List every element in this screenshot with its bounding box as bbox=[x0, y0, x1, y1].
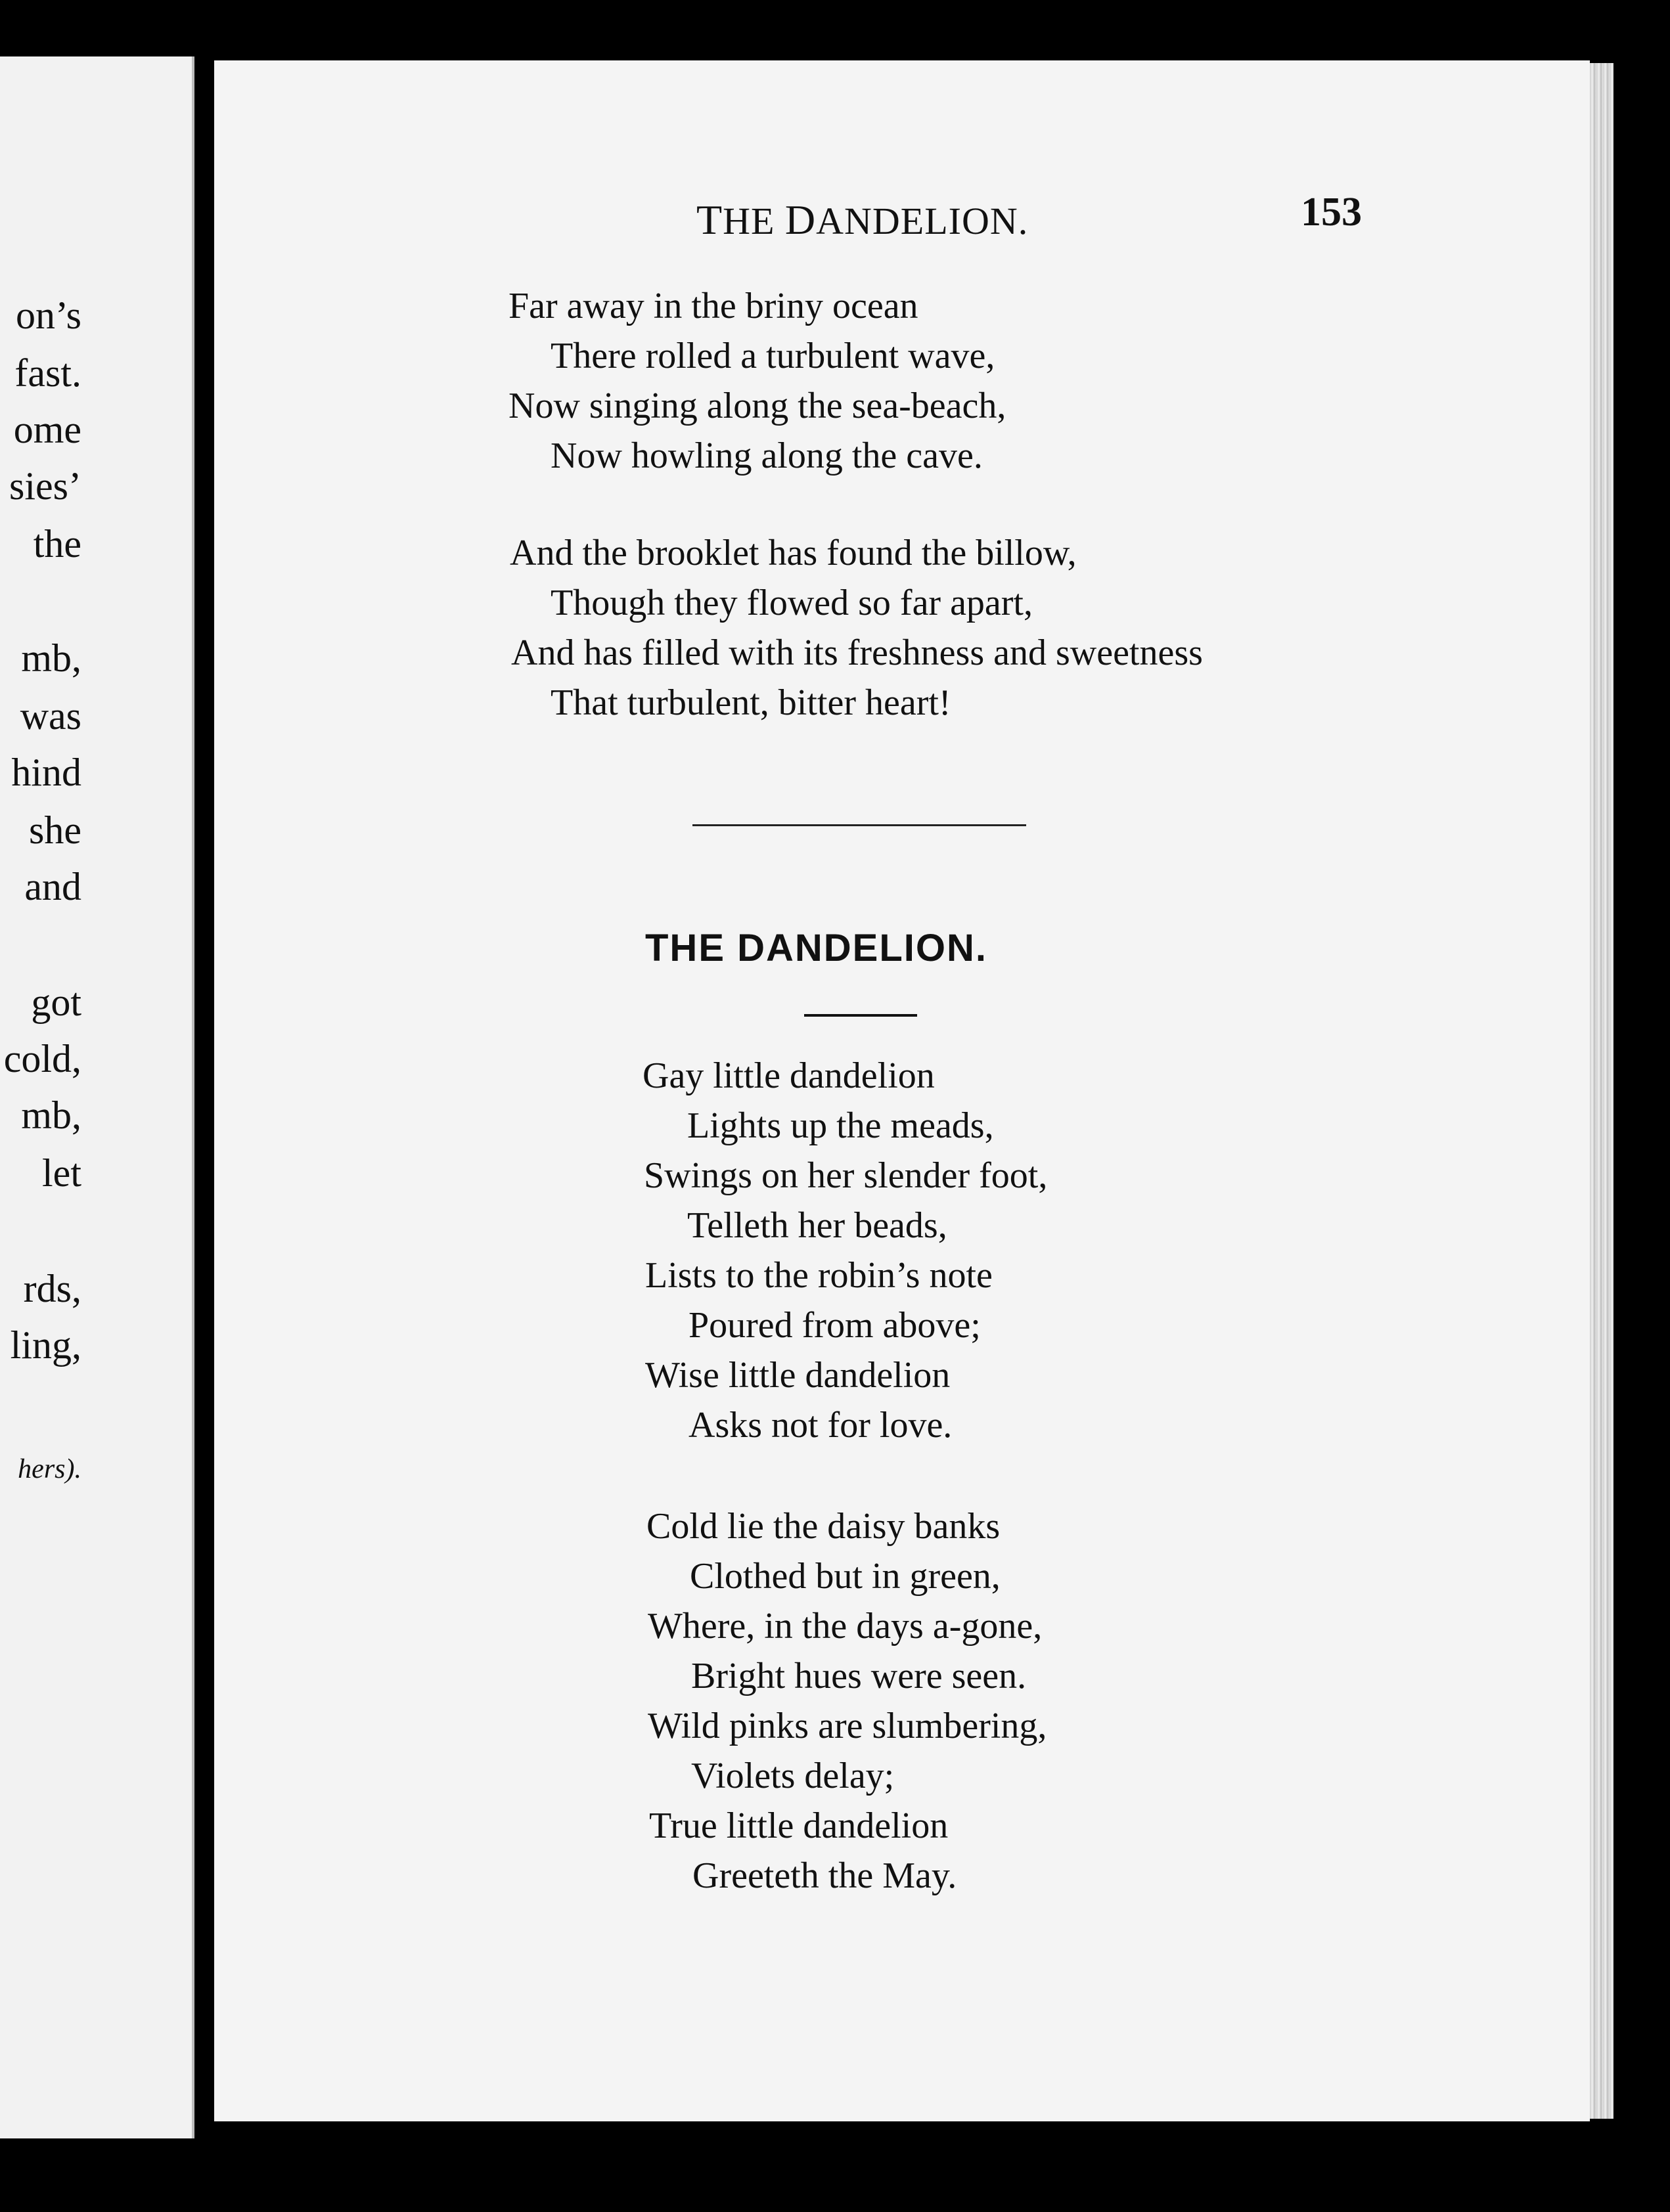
previous-poem-line: Though they flowed so far apart, bbox=[551, 583, 1033, 623]
right-page bbox=[214, 60, 1590, 2121]
poem-line: Clothed but in green, bbox=[690, 1556, 1001, 1597]
left-page bbox=[0, 56, 194, 2138]
title-rule bbox=[804, 1014, 917, 1017]
running-head-cap: T bbox=[696, 196, 723, 243]
poem-line: Greeteth the May. bbox=[692, 1855, 957, 1896]
running-head-text: ANDELION. bbox=[816, 200, 1029, 242]
left-page-fragment: the bbox=[33, 522, 81, 565]
left-page-fragment: rds, bbox=[23, 1267, 81, 1310]
left-page-fragment: hers). bbox=[18, 1454, 81, 1484]
left-page-fragment: cold, bbox=[3, 1037, 81, 1080]
poem-line: Asks not for love. bbox=[688, 1405, 953, 1446]
left-page-fragment: she bbox=[29, 808, 81, 852]
left-page-fragment: ome bbox=[13, 408, 81, 451]
previous-poem-line: That turbulent, bitter heart! bbox=[551, 682, 951, 723]
previous-poem-line: Now howling along the cave. bbox=[551, 435, 983, 476]
left-page-fragment: mb, bbox=[21, 636, 81, 680]
running-head-cap: D bbox=[784, 196, 817, 243]
poem-line: Lights up the meads, bbox=[687, 1105, 994, 1146]
poem-line: Cold lie the daisy banks bbox=[646, 1506, 1001, 1547]
poem-line: Wild pinks are slumbering, bbox=[648, 1706, 1047, 1746]
left-page-fragment: and bbox=[24, 865, 81, 908]
section-divider bbox=[692, 824, 1026, 826]
left-page-fragment: sies’ bbox=[9, 464, 81, 508]
poem-line: Poured from above; bbox=[688, 1305, 981, 1346]
previous-poem-line: And has filled with its freshness and sweetness bbox=[511, 632, 1203, 673]
left-page-fragment: ling, bbox=[10, 1323, 81, 1367]
poem-line: Lists to the robin’s note bbox=[645, 1255, 993, 1296]
poem-line: Swings on her slender foot, bbox=[644, 1155, 1048, 1196]
poem-line: Bright hues were seen. bbox=[691, 1656, 1027, 1696]
poem-line: True little dandelion bbox=[649, 1805, 949, 1846]
left-page-fragment: on’s bbox=[15, 294, 81, 337]
previous-poem-line: There rolled a turbulent wave, bbox=[551, 336, 995, 376]
left-page-fragment: fast. bbox=[14, 351, 81, 395]
poem-title: THE DANDELION. bbox=[645, 927, 987, 969]
poem-line: Wise little dandelion bbox=[645, 1355, 951, 1396]
running-head bbox=[696, 196, 1028, 244]
previous-poem-line: Far away in the briny ocean bbox=[508, 286, 918, 326]
left-page-fragment: got bbox=[31, 981, 81, 1024]
page-number: 153 bbox=[1301, 190, 1362, 234]
left-page-fragment: hind bbox=[11, 751, 81, 794]
poem-line: Where, in the days a-gone, bbox=[648, 1606, 1043, 1647]
poem-line: Gay little dandelion bbox=[643, 1055, 935, 1096]
poem-line: Violets delay; bbox=[691, 1756, 895, 1796]
left-page-fragment: let bbox=[42, 1151, 81, 1195]
running-head-text: HE bbox=[723, 200, 775, 242]
left-page-fragment: was bbox=[20, 694, 81, 738]
poem-line: Telleth her beads, bbox=[687, 1205, 947, 1246]
previous-poem-line: And the brooklet has found the billow, bbox=[510, 533, 1077, 573]
previous-poem-line: Now singing along the sea-beach, bbox=[508, 386, 1006, 426]
left-page-fragment: mb, bbox=[21, 1094, 81, 1137]
